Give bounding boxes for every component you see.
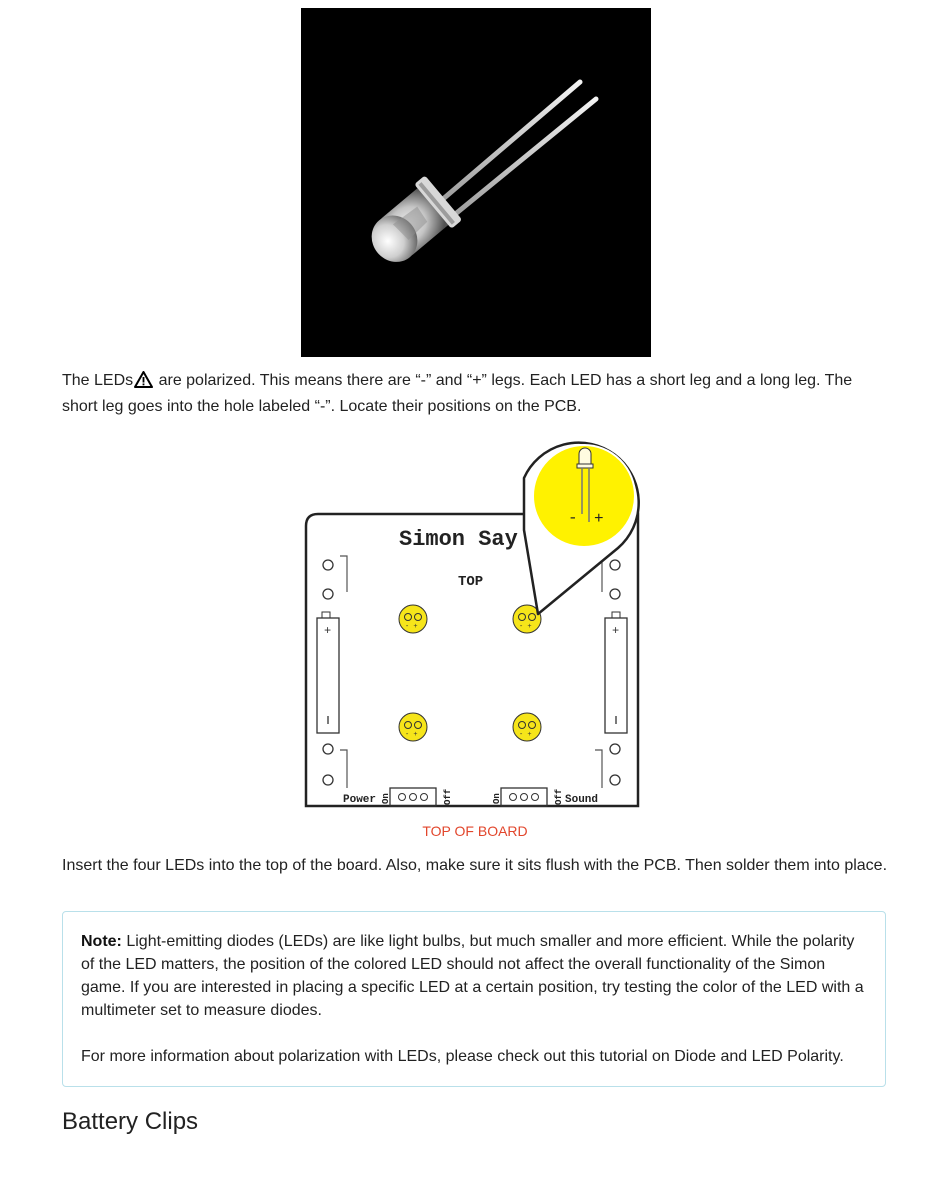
power-label: Power bbox=[343, 794, 377, 806]
board-caption: TOP OF BOARD bbox=[422, 823, 528, 839]
sound-off-label: Off bbox=[554, 788, 564, 805]
note-box bbox=[62, 911, 886, 1087]
svg-text:- +: - + bbox=[519, 731, 532, 739]
svg-text:- +: - + bbox=[519, 623, 532, 631]
intro-paragraph bbox=[62, 369, 892, 418]
right-battery-plus: + bbox=[612, 624, 620, 638]
intro-text-start: The LEDs bbox=[62, 372, 134, 389]
note-paragraph bbox=[81, 930, 867, 1022]
svg-text:- +: - + bbox=[405, 623, 418, 631]
svg-text:- +: - + bbox=[405, 731, 418, 739]
sound-label: Sound bbox=[565, 794, 599, 806]
callout-minus-label: - bbox=[568, 509, 578, 527]
intro-text-end: are polarized. This means there are “-” and “+” legs. Each LED has a short leg and a long leg. The short leg goes into the hole labeled “-”. Locate their positions on the PCB. bbox=[62, 372, 853, 415]
board-top-label: TOP bbox=[458, 574, 484, 590]
left-battery-plus: + bbox=[324, 624, 332, 638]
led-footprint-top-left bbox=[399, 605, 427, 633]
power-on-label: On bbox=[381, 793, 391, 804]
board-title: Simon Say bbox=[399, 527, 518, 552]
callout-plus-label: + bbox=[594, 510, 604, 528]
note-label: Note: bbox=[81, 933, 122, 950]
instruction-paragraph: Insert the four LEDs into the top of the board. Also, make sure it sits flush with the PCB. Then solder them into place. bbox=[62, 857, 888, 874]
note-body: Light-emitting diodes (LEDs) are like light bulbs, but much smaller and more efficient. While the polarity of the LED matters, the position of the colored LED should not affect the overall functionality of the Simon game. If you are interested in placing a specific LED at a certain position, try testing the color of the LED with a multimeter set to measure diodes. bbox=[81, 933, 864, 1019]
led-photo bbox=[301, 8, 651, 357]
sound-on-label: On bbox=[492, 793, 502, 804]
led-footprint-bottom-right bbox=[513, 713, 541, 741]
note-more-info: For more information about polarization with LEDs, please check out this tutorial on Diode and LED Polarity. bbox=[81, 1048, 844, 1065]
section-heading: Battery Clips bbox=[62, 1108, 199, 1135]
warning-triangle-icon bbox=[134, 371, 153, 395]
power-off-label: Off bbox=[443, 788, 453, 805]
led-footprint-bottom-left bbox=[399, 713, 427, 741]
pcb-diagram bbox=[300, 430, 650, 842]
led-illustration bbox=[301, 8, 651, 357]
